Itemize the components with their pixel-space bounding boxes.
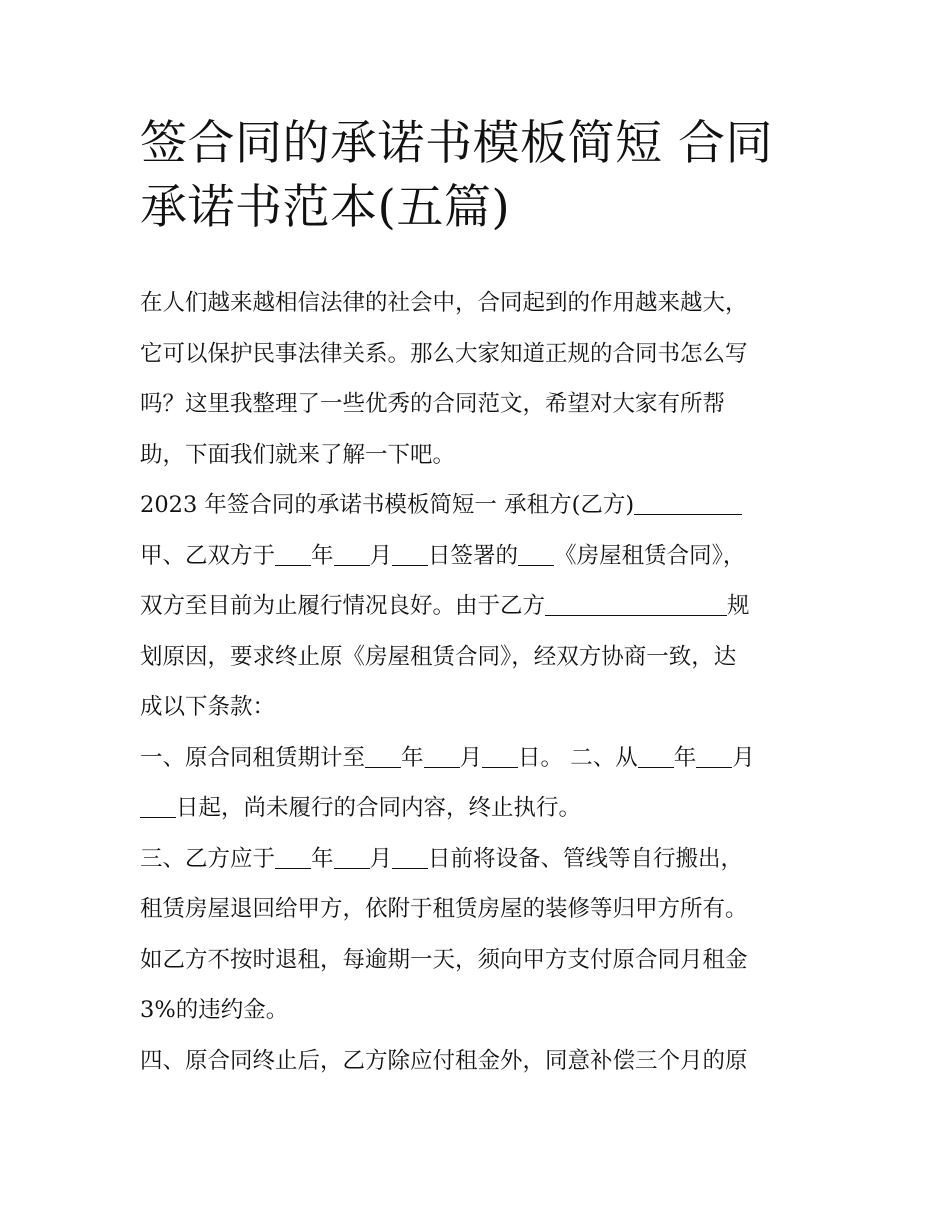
blank-year [275,844,311,869]
text-span: 月 [732,744,755,771]
intro-line-3: 吗？这里我整理了一些优秀的合同范文，希望对大家有所帮 [140,391,726,417]
document-title [140,112,840,240]
intro-line-2: 它可以保护民事法律关系。那么大家知道正规的合同书怎么写 [140,340,748,367]
blank-year [638,743,674,768]
blank-day [392,844,428,869]
document-body [140,278,820,1086]
text-span: 月 [459,744,483,771]
blank-year [275,541,311,566]
intro-line-4: 助，下面我们就来了解一下吧。 [140,441,456,468]
text-span: 双方至目前为止履行情况良好。由于乙方 [140,593,546,619]
text-span: 日起，尚未履行的合同内容，终止执行。 [176,795,582,821]
title-line-1: 签合同的承诺书模板简短 合同 [140,116,773,171]
item-3-line-1 [140,834,820,885]
text-span: 月 [369,542,393,569]
item-1-line-2 [140,783,820,834]
blank-day [140,793,176,818]
text-span: 年 [401,744,424,771]
blank-lessee-name [634,490,742,515]
blank-month [334,541,370,566]
intro-line-1: 在人们越来越相信法律的社会中，合同起到的作用越来越大， [140,290,748,316]
item-3-line-2: 租赁房屋退回给甲方，依附于租赁房屋的装修等归甲方所有。 [140,896,748,922]
text-span: 日签署的 [428,542,519,569]
blank-day [482,743,518,768]
text-span: 日前将设备、管线等自行搬出， [428,845,744,872]
text-span: 规 [727,593,750,619]
item-3-line-4: 3%的违约金。 [140,997,289,1023]
text-span: 月 [369,845,393,872]
text-span: 甲、乙双方于 [140,542,276,569]
section-heading-line [140,480,820,531]
text-span: 三、乙方应于 [140,845,276,872]
blank-month [696,743,732,768]
text-span: 《房屋租赁合同》， [554,542,746,569]
item-3-line-3: 如乙方不按时退租，每逾期一天，须向甲方支付原合同月租金 [140,946,748,973]
item-4-line-1: 四、原合同终止后，乙方除应付租金外，同意补偿三个月的原 [140,1047,748,1074]
text-span: 一、原合同租赁期计至 [140,744,366,771]
section-heading: 2023 年签合同的承诺书模板简短一 承租方(乙方) [140,492,635,518]
blank-contract-no [518,541,554,566]
title-line-2: 承诺书范本(五篇) [140,180,511,235]
blank-day [392,541,428,566]
blank-year [365,743,401,768]
item-1-line-1 [140,733,820,784]
paragraph-1-line-1 [140,531,820,582]
blank-month [334,844,370,869]
text-span: 日。 二、从 [518,744,638,771]
paragraph-1-line-2 [140,581,820,632]
text-span: 年 [673,744,697,771]
blank-reason [545,591,727,616]
text-span: 年 [311,845,334,872]
paragraph-1-line-3: 划原因，要求终止原《房屋租赁合同》，经双方协商一致，达 [140,643,737,670]
text-span: 年 [311,542,334,569]
blank-month [424,743,460,768]
paragraph-1-line-4: 成以下条款： [140,694,276,720]
